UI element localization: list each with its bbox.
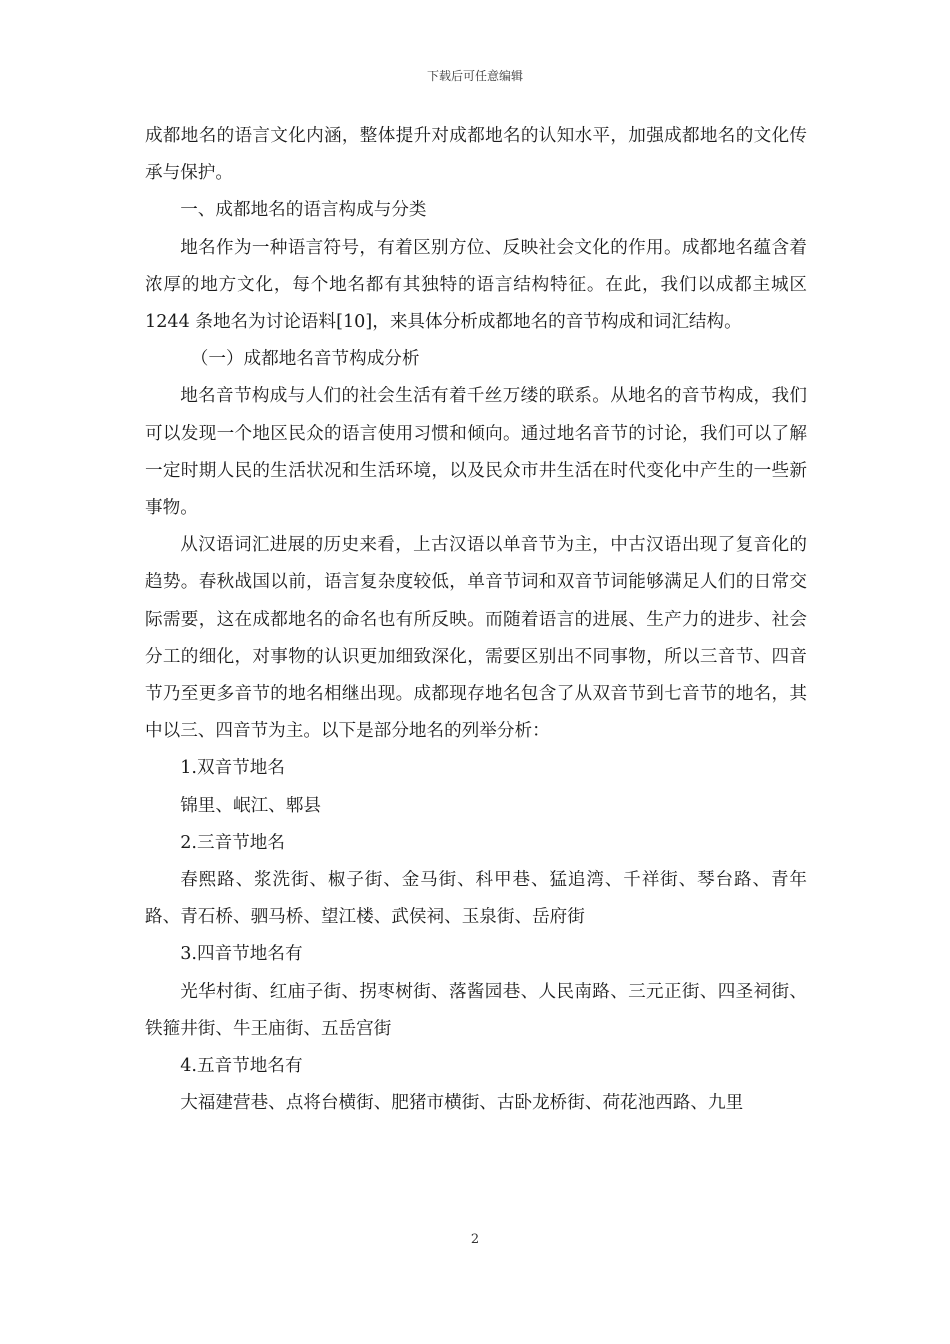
- list-heading-two-syllable: 1.双音节地名: [180, 758, 285, 779]
- section-heading-1: 一、成都地名的语言构成与分类: [180, 200, 427, 221]
- paragraph-history: 从汉语词汇进展的历史来看，上古汉语以单音节为主，中古汉语出现了复音化的趋势。春秋战国以前，语言复杂度较低，单音节词和双音节词能够满足人们的日常交际需要，这在成都地名的命名也有所反映。而随着语言的进展、生产力的进步、社会分工的细化，对事物的认识更加细致深化，需要区别出不同事物，所以三音节、四音节乃至更多音节的地名相继出现。成都现存地名包含了从双音节到七音节的地名，其中以三、四音节为主。以下是部分地名的列举分析：: [145, 535, 807, 742]
- page-number: 2: [470, 1232, 480, 1247]
- document-body: [145, 118, 807, 1122]
- list-three-syllable: 春熙路、浆洗街、椒子街、金马街、科甲巷、猛追湾、千祥街、琴台路、青年路、青石桥、驷马桥、望江楼、武侯祠、玉泉街、岳府街: [145, 870, 807, 928]
- list-heading-three-syllable: 2.三音节地名: [180, 832, 285, 853]
- list-heading-four-syllable: 3.四音节地名有: [180, 944, 303, 965]
- list-four-syllable: 光华村街、红庙子街、拐枣树街、落酱园巷、人民南路、三元正街、四圣祠街、铁箍井街、牛王庙街、五岳宫街: [145, 981, 807, 1039]
- list-heading-five-syllable: 4.五音节地名有: [180, 1056, 303, 1077]
- page-header: 下载后可任意编辑: [426, 69, 523, 83]
- paragraph-place-name-symbol: 地名作为一种语言符号，有着区别方位、反映社会文化的作用。成都地名蕴含着浓厚的地方文化，每个地名都有其独特的语言结构特征。在此，我们以成都主城区 1244 条地名为讨论语料[10]，来具体分析成都地名的音节构成和词汇结构。: [145, 237, 807, 333]
- subsection-heading-syllable: （一）成都地名音节构成分析: [190, 349, 420, 370]
- paragraph-intro-continuation: 成都地名的语言文化内涵，整体提升对成都地名的认知水平，加强成都地名的文化传承与保护。: [145, 126, 807, 184]
- list-two-syllable: 锦里、岷江、郫县: [180, 795, 321, 816]
- paragraph-syllable-life: 地名音节构成与人们的社会生活有着千丝万缕的联系。从地名的音节构成，我们可以发现一个地区民众的语言使用习惯和倾向。通过地名音节的讨论，我们可以了解一定时期人民的生活状况和生活环境，以及民众市井生活在时代变化中产生的一些新事物。: [145, 386, 807, 519]
- list-five-syllable: 大福建营巷、点将台横街、肥猪市横街、古卧龙桥街、荷花池西路、九里: [180, 1093, 744, 1114]
